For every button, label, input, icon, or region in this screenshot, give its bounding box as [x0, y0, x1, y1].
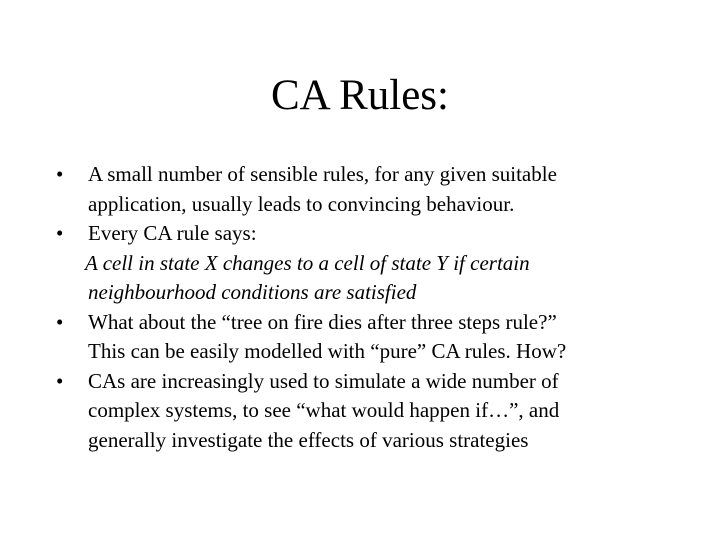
slide-title: CA Rules:	[270, 72, 449, 119]
bullet-line: This can be easily modelled with “pure” CA rules. How?	[88, 339, 567, 363]
bullet-item-4	[56, 367, 696, 456]
bullet-list	[56, 160, 696, 455]
bullet-line: application, usually leads to convincing behaviour.	[88, 191, 515, 216]
bullet-line: What about the “tree on fire dies after three steps rule?”	[88, 309, 557, 334]
bullet-line: A small number of sensible rules, for any given suitable	[88, 162, 557, 186]
bullet-item-3	[56, 308, 696, 367]
bullet-marker: •	[56, 368, 64, 393]
bullet-line: complex systems, to see “what would happen if…”, and	[88, 398, 560, 422]
rule-statement-line: A cell in state X changes to a cell of state Y if certain	[85, 250, 530, 275]
bullet-line: CAs are increasingly used to simulate a wide number of	[88, 368, 559, 393]
bullet-item-1	[56, 160, 696, 219]
bullet-line: generally investigate the effects of various strategies	[88, 427, 529, 452]
bullet-marker: •	[56, 162, 64, 186]
bullet-item-2	[56, 219, 696, 308]
bullet-marker: •	[56, 309, 64, 334]
bullet-line: Every CA rule says:	[88, 221, 257, 245]
rule-statement	[85, 249, 696, 308]
bullet-marker: •	[56, 221, 64, 245]
rule-statement-line: neighbourhood conditions are satisfied	[88, 280, 417, 304]
